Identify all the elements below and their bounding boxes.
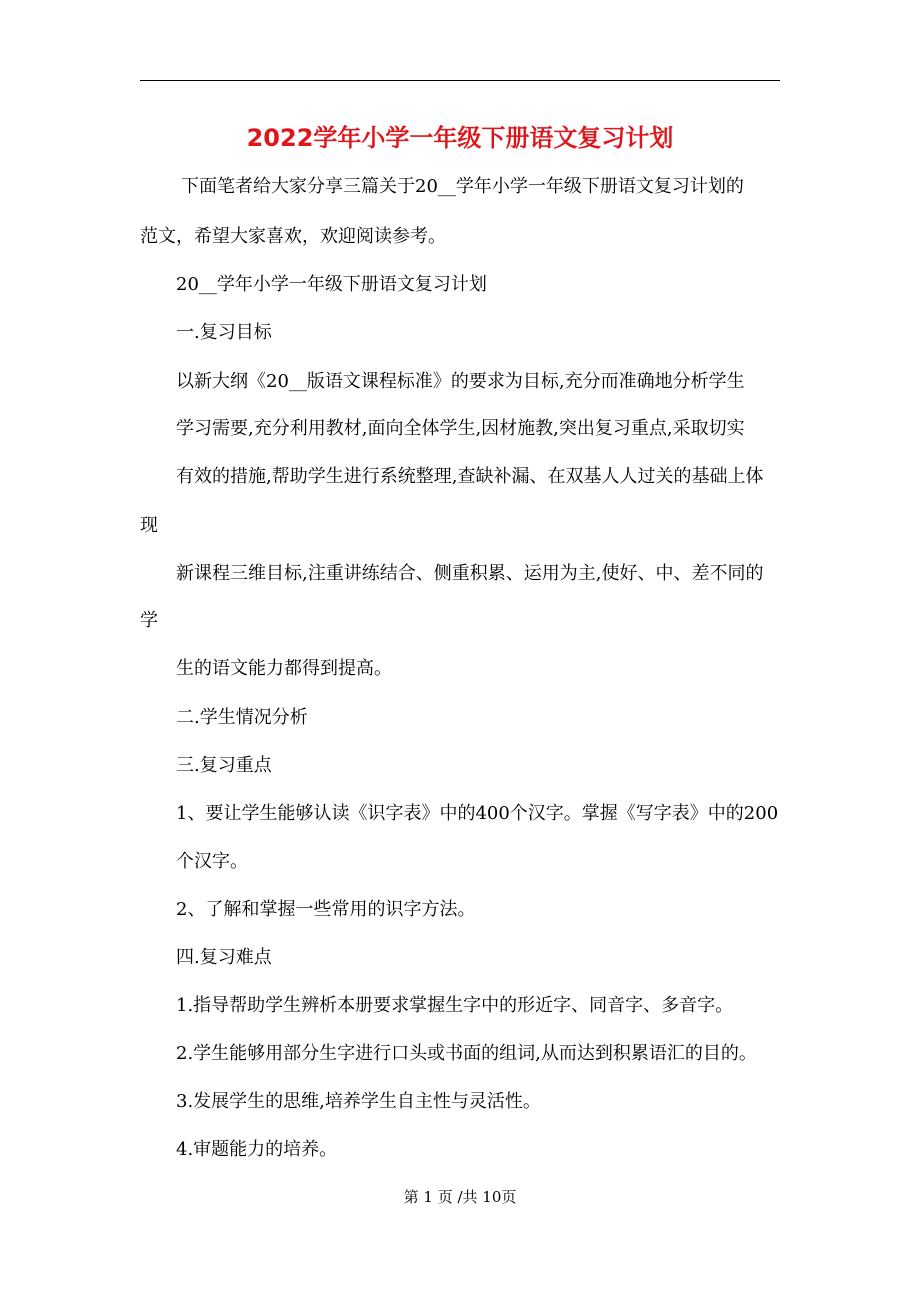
body-line: 2.学生能够用部分生字进行口头或书面的组词,从而达到积累语汇的目的。: [176, 1043, 757, 1064]
section-heading: 四.复习难点: [176, 947, 272, 968]
body-line: 学习需要,充分利用教材,面向全体学生,因材施教,突出复习重点,采取切实: [176, 418, 745, 439]
body-line: 有效的措施,帮助学生进行系统整理,查缺补漏、在双基人人过关的基础上体: [176, 466, 764, 487]
body-line: 学: [140, 610, 158, 631]
body-line: 现: [140, 515, 158, 536]
body-line: 4.审题能力的培养。: [176, 1139, 338, 1160]
body-line: 生的语文能力都得到提高。: [176, 658, 392, 679]
body-line: 1.指导帮助学生辨析本册要求掌握生字中的形近字、同音字、多音字。: [176, 995, 734, 1016]
document-title: 2022学年小学一年级下册语文复习计划: [246, 124, 674, 152]
body-line: 1、要让学生能够认读《识字表》中的400个汉字。掌握《写字表》中的200: [176, 803, 779, 824]
body-line: 下面笔者给大家分享三篇关于20__学年小学一年级下册语文复习计划的: [181, 176, 744, 197]
section-heading: 一.复习目标: [176, 322, 272, 343]
body-line: 范文，希望大家喜欢，欢迎阅读参考。: [140, 226, 446, 247]
section-heading: 三.复习重点: [176, 755, 272, 776]
body-line: 2、了解和掌握一些常用的识字方法。: [176, 899, 476, 920]
body-line: 新课程三维目标,注重讲练结合、侧重积累、运用为主,使好、中、差不同的: [176, 563, 764, 584]
section-heading: 二.学生情况分析: [176, 707, 308, 728]
page-number: 第 1 页 /共 10页: [403, 1188, 517, 1206]
body-line: 3.发展学生的思维,培养学生自主性与灵活性。: [176, 1091, 541, 1112]
body-line: 以新大纲《20__版语文课程标准》的要求为目标,充分而准确地分析学生: [176, 371, 745, 392]
section-heading: 20__学年小学一年级下册语文复习计划: [176, 274, 487, 295]
body-line: 个汉字。: [176, 851, 248, 872]
header-rule: [140, 80, 780, 81]
